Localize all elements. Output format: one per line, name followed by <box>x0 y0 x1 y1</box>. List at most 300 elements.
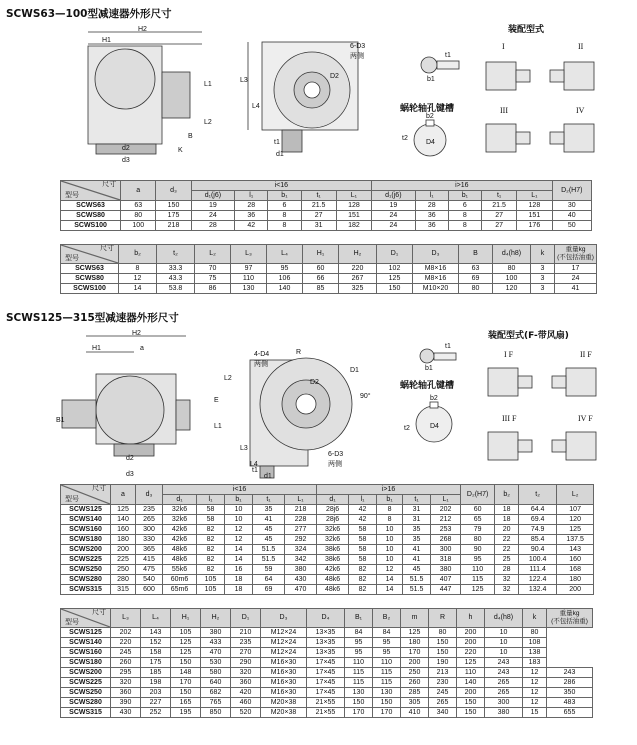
table-row <box>61 565 594 575</box>
value-cell: 122.4 <box>519 575 557 585</box>
value-cell: 200 <box>457 628 485 638</box>
value-cell: M20×38 <box>261 698 307 708</box>
value-cell: 253 <box>431 525 461 535</box>
value-cell: 14 <box>119 284 157 294</box>
value-cell: 36 <box>235 211 268 221</box>
value-cell: 8 <box>377 505 403 515</box>
svg-text:d1: d1 <box>264 473 272 480</box>
svg-text:两侧: 两侧 <box>350 53 364 60</box>
value-cell: 79 <box>461 525 495 535</box>
value-cell: 286 <box>547 678 593 688</box>
value-cell: 270 <box>231 648 261 658</box>
value-cell: 10 <box>225 515 253 525</box>
model-cell: SCWS80 <box>61 211 121 221</box>
assembly-label-IV: IV <box>576 106 585 115</box>
value-cell: 108 <box>523 638 547 648</box>
value-cell: 183 <box>523 658 547 668</box>
model-cell: SCWS250 <box>61 565 111 575</box>
svg-text:K: K <box>178 147 183 154</box>
value-cell: 380 <box>285 565 317 575</box>
value-cell: 202 <box>111 628 141 638</box>
value-cell: 82 <box>197 555 225 565</box>
value-cell: 342 <box>285 555 317 565</box>
model-cell: SCWS125 <box>61 505 111 515</box>
value-cell: 12 <box>119 274 157 284</box>
svg-text:b1: b1 <box>425 365 433 372</box>
value-cell: 140 <box>267 284 303 294</box>
value-cell: 245 <box>111 648 141 658</box>
value-cell: 120 <box>557 515 594 525</box>
value-cell: 32k6 <box>163 505 197 515</box>
value-cell: 175 <box>141 658 171 668</box>
value-cell: 100 <box>121 221 156 231</box>
value-cell: 82 <box>349 575 377 585</box>
svg-text:D2: D2 <box>330 73 339 80</box>
table-row <box>61 688 593 698</box>
value-cell: 32 <box>495 575 519 585</box>
value-cell: 16 <box>225 565 253 575</box>
svg-text:L3: L3 <box>240 77 248 84</box>
shaft-key-detail <box>405 45 465 85</box>
value-cell: 28 <box>235 201 268 211</box>
model-cell: SCWS100 <box>61 221 121 231</box>
value-cell: 10 <box>377 555 403 565</box>
section2-title: SCWS125—315型减速器外形尺寸 <box>6 312 179 324</box>
value-cell: 31 <box>301 221 336 231</box>
value-cell: 305 <box>401 698 429 708</box>
value-cell: 198 <box>141 678 171 688</box>
table-row <box>61 555 594 565</box>
value-cell: 58 <box>349 535 377 545</box>
value-cell: 203 <box>141 688 171 698</box>
table1-corner: 尺寸 型号 <box>61 181 121 201</box>
value-cell: 152 <box>141 638 171 648</box>
value-cell: 470 <box>285 585 317 595</box>
svg-text:t1: t1 <box>445 52 451 59</box>
value-cell: 8 <box>268 221 301 231</box>
svg-text:R: R <box>296 349 302 356</box>
value-cell: 25 <box>495 555 519 565</box>
value-cell: 6 <box>268 201 301 211</box>
svg-text:D4: D4 <box>426 139 435 146</box>
value-cell: 58 <box>349 545 377 555</box>
value-cell: 225 <box>111 555 136 565</box>
value-cell: 43.3 <box>157 274 195 284</box>
value-cell: 36 <box>415 211 448 221</box>
model-cell: SCWS140 <box>61 515 111 525</box>
value-cell: M16×30 <box>261 678 307 688</box>
value-cell: 64.4 <box>519 505 557 515</box>
svg-text:D1: D1 <box>350 367 359 374</box>
table-row <box>61 535 594 545</box>
value-cell: 41 <box>403 545 431 555</box>
value-cell: 170 <box>401 648 429 658</box>
value-cell: 655 <box>547 708 593 718</box>
value-cell: 360 <box>231 678 261 688</box>
value-cell: 120 <box>493 284 531 294</box>
value-cell: 277 <box>285 525 317 535</box>
value-cell: 218 <box>156 221 191 231</box>
value-cell: 128 <box>336 201 371 211</box>
value-cell: 19 <box>372 201 416 211</box>
svg-text:d2: d2 <box>122 145 130 152</box>
value-cell: M20×38 <box>261 708 307 718</box>
svg-text:b1: b1 <box>427 76 435 83</box>
value-cell: 682 <box>201 688 231 698</box>
value-cell: 24 <box>191 211 235 221</box>
value-cell: 42k6 <box>163 535 197 545</box>
value-cell: 185 <box>141 668 171 678</box>
value-cell: 340 <box>429 708 457 718</box>
svg-text:L1: L1 <box>214 423 222 430</box>
value-cell: 12 <box>523 698 547 708</box>
value-cell: 290 <box>231 658 261 668</box>
value-cell: 143 <box>141 628 171 638</box>
table-row <box>61 575 594 585</box>
value-cell: 265 <box>136 515 163 525</box>
assembly-label-IIIF: III F <box>502 414 517 423</box>
svg-text:t1: t1 <box>445 343 451 350</box>
table-row <box>61 525 594 535</box>
value-cell: 3 <box>531 274 555 284</box>
value-cell: 95 <box>267 264 303 274</box>
value-cell: 200 <box>557 585 594 595</box>
value-cell: 14 <box>225 545 253 555</box>
value-cell: 40 <box>552 211 591 221</box>
section1-title: SCWS63—100型减速器外形尺寸 <box>6 8 172 20</box>
value-cell: 330 <box>136 535 163 545</box>
value-cell: 218 <box>285 505 317 515</box>
value-cell: 235 <box>231 638 261 648</box>
value-cell: 69 <box>459 274 493 284</box>
value-cell: 300 <box>136 525 163 535</box>
value-cell: 60m6 <box>163 575 197 585</box>
value-cell: 520 <box>231 708 261 718</box>
value-cell: 32k6 <box>163 515 197 525</box>
value-cell: 85.4 <box>519 535 557 545</box>
value-cell: 51.5 <box>253 555 285 565</box>
value-cell: 324 <box>285 545 317 555</box>
svg-text:B: B <box>188 133 193 140</box>
value-cell: 13×35 <box>307 638 345 648</box>
value-cell: 140 <box>111 515 136 525</box>
svg-text:90°: 90° <box>360 393 371 400</box>
value-cell: 12 <box>523 668 547 678</box>
value-cell: 268 <box>431 535 461 545</box>
svg-text:L4: L4 <box>250 461 258 468</box>
value-cell: 51.5 <box>253 545 285 555</box>
value-cell: 58 <box>197 505 225 515</box>
value-cell: 530 <box>201 658 231 668</box>
value-cell: 150 <box>171 658 201 668</box>
value-cell: 86 <box>195 284 231 294</box>
value-cell: 200 <box>457 688 485 698</box>
value-cell: 95 <box>461 555 495 565</box>
value-cell: 390 <box>111 698 141 708</box>
value-cell: 105 <box>197 585 225 595</box>
value-cell: 28 <box>495 565 519 575</box>
value-cell: 318 <box>431 555 461 565</box>
svg-text:两侧: 两侧 <box>254 361 268 368</box>
value-cell: 540 <box>136 575 163 585</box>
table3-corner: 尺寸 型号 <box>61 485 111 505</box>
value-cell: 63 <box>459 264 493 274</box>
value-cell: 42 <box>349 505 377 515</box>
value-cell: 17 <box>555 264 597 274</box>
spec-table-1: 尺寸 型号 a d₃ i<16 i>16 D₂(H7) d₁(j6) l₁ b₁ t₁ L₁ d₁(j6) l₁ b₁ t₁ L₁ SCWS63 63 150 19 28 6 21.5 128 19 28 6 21.5 128 30 SCWS80 80 175 24 36 8 27 151 24 36 8 27 151 40 SCWS100 100 218 28 42 8 31 182 24 36 8 27 176 50 <box>60 180 592 231</box>
svg-text:6-D3: 6-D3 <box>350 43 366 50</box>
value-cell: 95 <box>373 648 401 658</box>
table-row <box>61 668 593 678</box>
value-cell: 12 <box>225 525 253 535</box>
value-cell: 170 <box>171 678 201 688</box>
value-cell: 22 <box>495 545 519 555</box>
value-cell: 8 <box>448 211 481 221</box>
value-cell: 265 <box>485 688 523 698</box>
table1-lt16: i<16 <box>191 181 371 191</box>
table-row <box>61 211 592 221</box>
value-cell: 100.4 <box>519 555 557 565</box>
svg-text:L1: L1 <box>204 81 212 88</box>
value-cell: 18 <box>225 585 253 595</box>
svg-text:H2: H2 <box>132 330 141 337</box>
value-cell: 15 <box>523 708 547 718</box>
value-cell: 138 <box>523 648 547 658</box>
value-cell: 580 <box>201 668 231 678</box>
assembly-label-IIF: II F <box>580 350 592 359</box>
value-cell: 220 <box>457 648 485 658</box>
value-cell: 69 <box>253 585 285 595</box>
value-cell: 58 <box>197 515 225 525</box>
value-cell: 80 <box>429 628 457 638</box>
svg-text:4-D4: 4-D4 <box>254 351 270 358</box>
value-cell: 65m6 <box>163 585 197 595</box>
value-cell: 60 <box>461 505 495 515</box>
value-cell: 75 <box>195 274 231 284</box>
svg-text:d3: d3 <box>126 471 134 478</box>
value-cell: 35 <box>403 525 431 535</box>
value-cell: 110 <box>457 668 485 678</box>
value-cell: 151 <box>517 211 552 221</box>
table-row <box>61 658 593 668</box>
value-cell: 190 <box>429 658 457 668</box>
value-cell: 125 <box>111 505 136 515</box>
table2-corner: 尺寸 型号 <box>61 245 119 264</box>
table-row <box>61 505 594 515</box>
value-cell: 235 <box>136 505 163 515</box>
table-row <box>61 284 597 294</box>
svg-text:L2: L2 <box>224 375 232 382</box>
value-cell: 27 <box>481 221 516 231</box>
value-cell: 28 <box>415 201 448 211</box>
value-cell: 45 <box>253 525 285 535</box>
value-cell: 12 <box>523 688 547 698</box>
value-cell: 32k6 <box>317 535 349 545</box>
table-row <box>61 201 592 211</box>
value-cell: 475 <box>136 565 163 575</box>
value-cell: 80 <box>459 284 493 294</box>
value-cell: 3 <box>531 264 555 274</box>
value-cell: 10 <box>485 648 523 658</box>
svg-text:H1: H1 <box>92 345 101 352</box>
value-cell: 106 <box>267 274 303 284</box>
table-row <box>61 545 594 555</box>
model-cell: SCWS100 <box>61 284 119 294</box>
value-cell: 69.4 <box>519 515 557 525</box>
assembly-label-II: II <box>578 42 584 51</box>
gearbox-front-view <box>68 24 228 174</box>
value-cell: 21.5 <box>301 201 336 211</box>
value-cell: 180 <box>111 535 136 545</box>
value-cell: 175 <box>156 211 191 221</box>
value-cell: 45 <box>253 535 285 545</box>
value-cell: 280 <box>111 575 136 585</box>
value-cell: 42 <box>235 221 268 231</box>
value-cell: 74.9 <box>519 525 557 535</box>
value-cell: 80 <box>121 211 156 221</box>
value-cell: 380 <box>431 565 461 575</box>
spec-table-3: 尺寸 型号 a d₃ i<16 i>16 D₂(H7) b₂ t₂ L₂ d₁ l₁ b₁ t₁ L₁ d₁ l₁ b₁ t₁ L₁ SCWS125 125 235 32k6 58 10 35 218 28j6 42 8 31 202 60 18 64.4 107 SCWS140 140 265 32k6 58 10 41 228 28j6 42 8 31 212 65 18 69.4 120 SCWS160 160 300 42k6 82 12 45 277 32k6 58 10 35 253 79 20 74.9 125 SCWS180 180 330 42k6 82 12 45 292 32k6 58 10 35 268 80 22 85.4 137.5 SCWS200 200 365 48k6 82 14 51.5 324 38k6 58 10 41 300 90 22 90.4 143 SCWS225 225 415 48k6 82 14 51.5 342 38k6 58 10 41 318 95 25 100.4 160 SCWS250 250 475 55k6 82 16 59 380 42k6 82 12 45 380 110 28 111.4 168 SCWS280 280 540 60m6 105 18 64 430 48k6 82 14 51.5 407 115 32 122.4 180 SCWS315 315 600 65m6 105 18 69 470 48k6 82 14 51.5 447 125 32 132.4 200 <box>60 484 594 595</box>
assembly-label-IVF: IV F <box>578 414 593 423</box>
value-cell: 168 <box>557 565 594 575</box>
value-cell: 85 <box>303 284 339 294</box>
model-cell: SCWS160 <box>61 525 111 535</box>
model-cell: SCWS80 <box>61 274 119 284</box>
value-cell: 10 <box>225 505 253 515</box>
spec-table-2: 尺寸 型号 b₂ t₂ L₂ L₃ L₄ H₁ H₂ D₁ D₃ B d₄(h8) k 重量kg (不包括油重) SCWS63 8 33.3 70 97 95 60 220 102 M8×16 63 80 3 17 SCWS80 12 43.3 75 110 106 66 267 125 M8×16 69 100 3 24 SCWS100 14 53.8 86 130 140 85 325 150 M10×20 80 120 3 41 <box>60 244 597 294</box>
value-cell: 380 <box>201 628 231 638</box>
value-cell: 105 <box>171 628 201 638</box>
model-cell: SCWS315 <box>61 585 111 595</box>
value-cell: 320 <box>111 678 141 688</box>
value-cell: 51.5 <box>403 575 431 585</box>
svg-text:a: a <box>140 345 144 352</box>
value-cell: 447 <box>431 585 461 595</box>
value-cell: 17×45 <box>307 668 345 678</box>
value-cell: 600 <box>136 585 163 595</box>
value-cell: 10 <box>485 628 523 638</box>
value-cell: 41 <box>403 555 431 565</box>
value-cell: 165 <box>171 698 201 708</box>
value-cell: 300 <box>485 698 523 708</box>
svg-text:t1: t1 <box>274 139 280 146</box>
model-cell: SCWS200 <box>61 668 111 678</box>
value-cell: 10 <box>377 545 403 555</box>
assembly-title-2: 装配型式(F-带风扇) <box>488 331 569 341</box>
value-cell: 228 <box>285 515 317 525</box>
value-cell: M12×24 <box>261 628 307 638</box>
value-cell: 195 <box>171 708 201 718</box>
table-row <box>61 264 597 274</box>
table-row <box>61 678 593 688</box>
value-cell: 45 <box>403 565 431 575</box>
value-cell: 18 <box>225 575 253 585</box>
value-cell: 95 <box>345 638 373 648</box>
value-cell: 48k6 <box>317 575 349 585</box>
value-cell: 48k6 <box>163 555 197 565</box>
value-cell: 17×45 <box>307 678 345 688</box>
value-cell: M16×30 <box>261 668 307 678</box>
value-cell: 148 <box>171 668 201 678</box>
svg-text:E: E <box>214 397 219 404</box>
value-cell: 315 <box>111 585 136 595</box>
value-cell: 115 <box>461 575 495 585</box>
value-cell: 111.4 <box>519 565 557 575</box>
value-cell: 115 <box>345 678 373 688</box>
svg-text:d2: d2 <box>126 455 134 462</box>
value-cell: 150 <box>457 708 485 718</box>
value-cell: 80 <box>493 264 531 274</box>
svg-text:t2: t2 <box>402 135 408 142</box>
value-cell: 58 <box>349 525 377 535</box>
value-cell: 220 <box>339 264 377 274</box>
value-cell: 260 <box>111 658 141 668</box>
value-cell: 325 <box>339 284 377 294</box>
value-cell: 243 <box>485 668 523 678</box>
keyway-title-1: 蜗轮轴孔键槽 <box>400 104 455 114</box>
value-cell: 31 <box>403 515 431 525</box>
svg-text:两侧: 两侧 <box>328 461 342 468</box>
value-cell: 143 <box>557 545 594 555</box>
value-cell: 33.3 <box>157 264 195 274</box>
model-cell: SCWS280 <box>61 575 111 585</box>
table1-gt16: i>16 <box>372 181 552 191</box>
value-cell: 17×45 <box>307 658 345 668</box>
value-cell: 220 <box>111 638 141 648</box>
value-cell: 200 <box>111 545 136 555</box>
table-row <box>61 638 593 648</box>
value-cell: 160 <box>111 525 136 535</box>
value-cell: 13×35 <box>307 628 345 638</box>
table-row <box>61 648 593 658</box>
value-cell: 84 <box>373 628 401 638</box>
assembly-types-2 <box>480 346 630 466</box>
value-cell: 365 <box>136 545 163 555</box>
keyway-diagram-2 <box>402 392 462 448</box>
value-cell: 82 <box>197 545 225 555</box>
value-cell: 483 <box>547 698 593 708</box>
value-cell: 260 <box>401 678 429 688</box>
model-cell: SCWS315 <box>61 708 111 718</box>
model-cell: SCWS125 <box>61 628 111 638</box>
value-cell: 65 <box>461 515 495 525</box>
value-cell: 28 <box>191 221 235 231</box>
value-cell: 28j6 <box>317 505 349 515</box>
value-cell: 125 <box>171 648 201 658</box>
value-cell: 6 <box>448 201 481 211</box>
value-cell: 150 <box>373 698 401 708</box>
value-cell: 460 <box>231 698 261 708</box>
value-cell: 243 <box>547 668 593 678</box>
value-cell: 8 <box>268 211 301 221</box>
value-cell: 292 <box>285 535 317 545</box>
value-cell: 137.5 <box>557 535 594 545</box>
table-row <box>61 628 593 638</box>
value-cell: 151 <box>336 211 371 221</box>
model-cell: SCWS250 <box>61 688 111 698</box>
model-cell: SCWS140 <box>61 638 111 648</box>
keyway-title-2: 蜗轮轴孔键槽 <box>400 381 455 391</box>
value-cell: 17×45 <box>307 688 345 698</box>
value-cell: 32k6 <box>317 525 349 535</box>
gearbox-side-view-2 <box>210 340 390 480</box>
value-cell: 640 <box>201 678 231 688</box>
value-cell: 285 <box>401 688 429 698</box>
value-cell: 19 <box>191 201 235 211</box>
value-cell: 433 <box>201 638 231 648</box>
value-cell: 105 <box>197 575 225 585</box>
keyway-diagram-1 <box>400 112 460 160</box>
